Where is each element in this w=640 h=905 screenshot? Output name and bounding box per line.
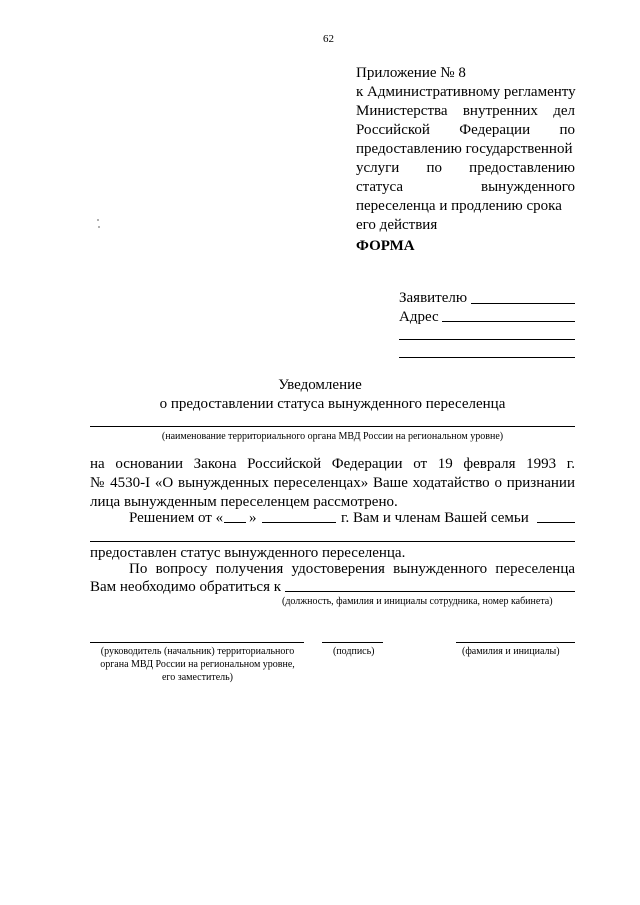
- name-caption: (фамилия и инициалы): [462, 646, 560, 657]
- question-line-2: Вам необходимо обратиться к: [90, 579, 282, 595]
- name-line: [456, 642, 575, 643]
- body-line: лица вынужденным переселенцем рассмотрено.: [90, 494, 398, 510]
- question-line: По вопросу получения удостоверения вынужденного переселенца: [129, 561, 575, 577]
- appendix-line: предоставлению государственной: [356, 141, 573, 157]
- appendix-line: услуги по предоставлению: [356, 160, 575, 176]
- date-blank: [262, 522, 336, 523]
- head-caption-line: его заместитель): [161, 672, 234, 683]
- scan-dot: [97, 219, 99, 221]
- decision-quote: »: [249, 510, 257, 526]
- head-line: [90, 642, 304, 643]
- contact-caption: (должность, фамилия и инициалы сотрудника, номер кабинета): [282, 596, 553, 607]
- status-granted: предоставлен статус вынужденного переселенца.: [90, 545, 406, 561]
- organ-line: [90, 426, 575, 427]
- organ-caption: (наименование территориального органа МВД России на региональном уровне): [161, 431, 504, 442]
- appendix-line: Министерства внутренних дел: [356, 103, 575, 119]
- applicant-label: Заявителю: [399, 290, 468, 306]
- contact-line: [285, 591, 575, 592]
- sign-caption: (подпись): [333, 646, 375, 657]
- address-line-2: [399, 339, 575, 340]
- appendix-block: [356, 64, 575, 235]
- page-number: 62: [323, 33, 334, 45]
- body-paragraph: [90, 455, 575, 512]
- appendix-line: его действия: [356, 217, 438, 233]
- applicant-line: [471, 303, 575, 304]
- address-line-3: [399, 357, 575, 358]
- address-line: [442, 321, 575, 322]
- day-blank: [224, 522, 246, 523]
- appendix-line: к Административному регламенту: [356, 84, 576, 100]
- address-label: Адрес: [399, 309, 439, 325]
- sign-line: [322, 642, 383, 643]
- head-caption-line: органа МВД России на региональном уровне,: [100, 659, 295, 670]
- appendix-title: Приложение № 8: [356, 65, 466, 81]
- body-line: № 4530-I «О вынужденных переселенцах» Ваше ходатайство о признании: [90, 475, 575, 491]
- notice-title: Уведомление: [278, 377, 362, 393]
- body-line: на основании Закона Российской Федерации от 19 февраля 1993 г.: [90, 456, 575, 472]
- decision-prefix: Решением от «: [129, 510, 224, 526]
- family-line: [90, 541, 575, 542]
- head-caption-line: (руководитель (начальник) территориального: [100, 646, 295, 657]
- appendix-line: статуса вынужденного: [356, 179, 575, 195]
- head-caption: [85, 645, 310, 684]
- decision-suffix: г. Вам и членам Вашей семьи: [341, 510, 529, 526]
- appendix-line: переселенца и продлению срока: [356, 198, 562, 214]
- scan-dot: [98, 226, 100, 228]
- form-label: ФОРМА: [356, 238, 415, 254]
- family-blank: [537, 522, 575, 523]
- appendix-line: Российской Федерации по: [356, 122, 575, 138]
- notice-subtitle: о предоставлении статуса вынужденного переселенца: [159, 396, 506, 412]
